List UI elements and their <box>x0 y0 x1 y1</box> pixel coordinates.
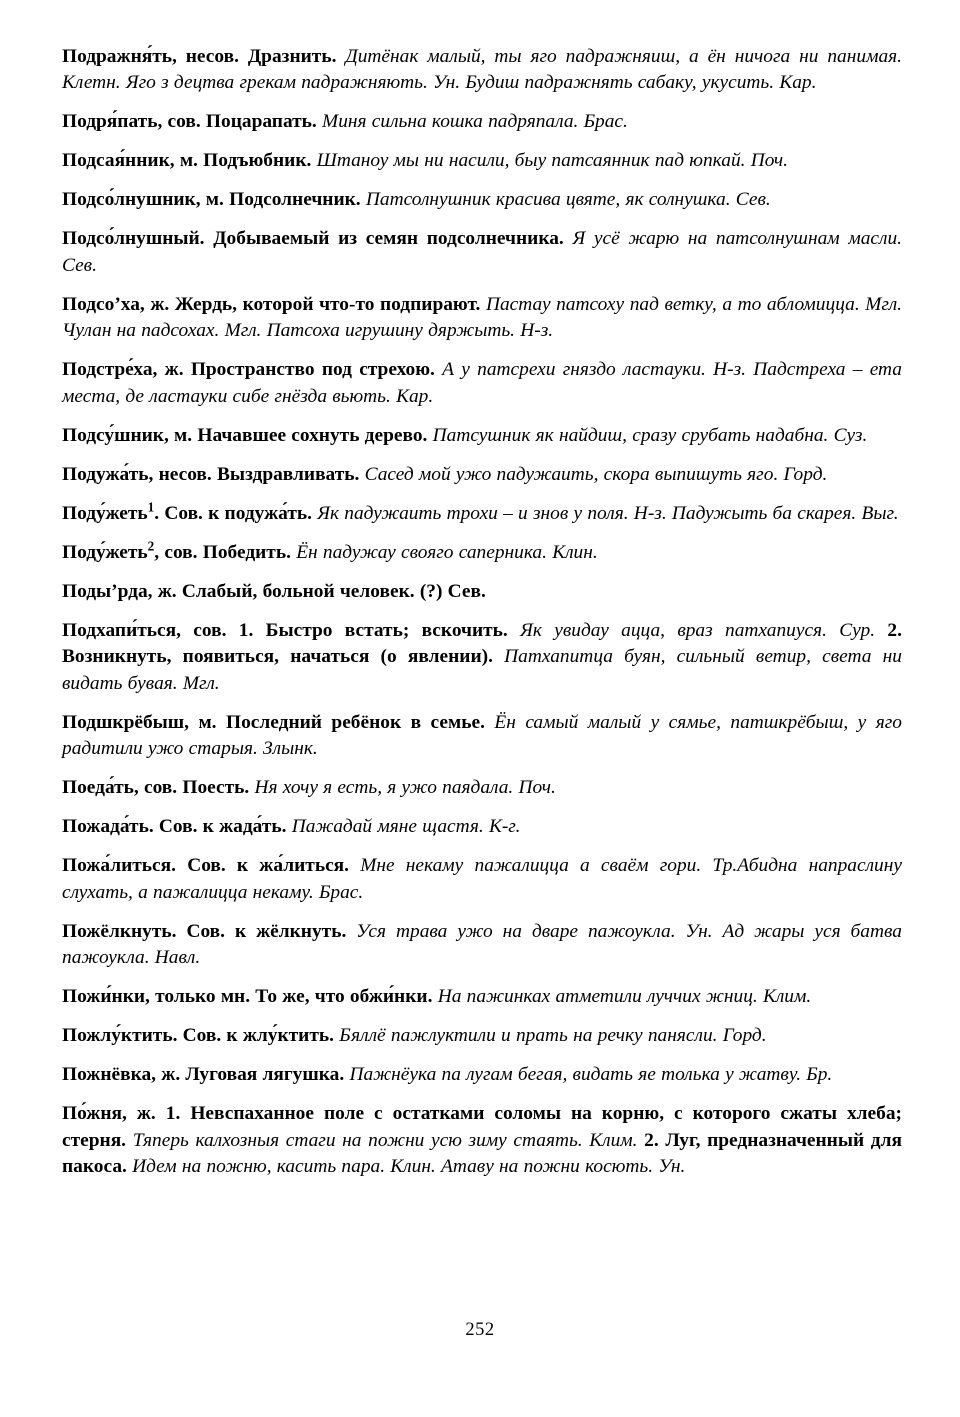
dictionary-entry-pozhelknut <box>62 919 902 972</box>
entry-headword: Пожёлкнуть. Сов. к жёлкнуть. <box>62 920 347 942</box>
entry-headword: Поду́жеть <box>62 541 148 563</box>
entry-gloss-2: Возникнуть, появиться, начаться (о явлении). <box>62 646 493 668</box>
entry-example: Дитёнак малый, ты яго падражняиш, а ён ничога ни панимая. Клетн. Яго з децтва грекам падражняють. Ун. Будиш падражнять сабаку, укусить. Кар. <box>62 46 902 94</box>
dictionary-entry-podsayannik <box>62 148 902 174</box>
entry-example: Патсушник як найдиш, сразу срубать надабна. Суз. <box>432 424 868 446</box>
entry-gloss: Невспаханное поле с остатками соломы на корню, с которого сжаты хлеба; стерня. <box>62 1103 902 1151</box>
dictionary-entry-podsolnushnik <box>62 187 902 213</box>
entry-gloss: Жердь, которой что-то подпирают. <box>174 293 481 315</box>
entry-example-2: Патхапитца буян, сильный ветир, света ни видать бувая. Мгл. <box>62 646 902 694</box>
entry-headword: Пожи́нки, только мн. <box>62 986 251 1008</box>
entry-headword: Подсая́нник, м. <box>62 150 198 172</box>
entry-example: Як падужаить трохи – и знов у поля. Н-з. Падужыть ба скарея. Выг. <box>317 502 899 524</box>
entry-headword: По́жня, ж. <box>62 1103 156 1125</box>
sense-number-1: 1. <box>238 619 254 641</box>
dictionary-entry-podsokha <box>62 292 902 345</box>
dictionary-entry-podsolnushnyy <box>62 226 902 279</box>
dictionary-entry-pozhalitsya <box>62 853 902 906</box>
sense-number-2: 2. <box>887 619 902 641</box>
entry-example: Як увидау ацца, враз патхапиуся. Сур. <box>520 619 876 641</box>
entry-gloss: То же, что обжи́нки. <box>255 986 433 1008</box>
dictionary-entry-podsushnik <box>62 423 902 449</box>
page-number: 252 <box>465 1320 495 1340</box>
dictionary-entry-pozhadat <box>62 814 902 840</box>
entry-example: Сасед мой ужо падужаить, скора выпишуть яго. Горд. <box>364 463 828 485</box>
entry-example: Пажнёука па лугам бегая, видать яе толька у жатву. Бр. <box>349 1064 833 1086</box>
homonym-index: 1 <box>147 499 155 515</box>
entry-example: На пажинках атметили луччих жниц. Клим. <box>437 986 812 1008</box>
entry-headword: Подхапи́ться, сов. <box>62 619 227 641</box>
dictionary-entry-podstrekha <box>62 357 902 410</box>
entry-gloss: Слабый, больной человек. (?) Сев. <box>181 580 486 602</box>
dictionary-entry-pozhnya <box>62 1101 902 1180</box>
sense-number-2: 2. <box>644 1129 659 1151</box>
dictionary-entry-podryapat <box>62 109 902 135</box>
entry-example: Ён падужау свояго саперника. Клин. <box>296 541 598 563</box>
entry-example: Штаноу мы ни насили, быу патсаянник пад юпкай. Поч. <box>316 150 789 172</box>
dictionary-entry-podkhapitsya <box>62 618 902 697</box>
entry-gloss: Последний ребёнок в семье. <box>226 711 485 733</box>
entry-headword: Пожа́литься. Сов. к жа́литься. <box>62 855 350 877</box>
sense-number-1: 1. <box>165 1103 181 1125</box>
entry-example: Уся трава ужо на дваре пажоукла. Ун. Ад жары уся батва пажоукла. Навл. <box>62 920 902 969</box>
entry-headword: Подужа́ть, несов. <box>62 463 212 485</box>
entry-gloss: Пространство под стрехою. <box>190 359 435 381</box>
entry-headword: Подшкрёбыш, м. <box>62 711 217 733</box>
dictionary-entry-podrazhnyat <box>62 44 902 97</box>
dictionary-entry-poedat <box>62 775 902 801</box>
dictionary-entry-poduzhat <box>62 462 902 488</box>
dictionary-entry-pozhluktit <box>62 1023 902 1049</box>
entry-example: Я усё жарю на патсолнушнам масли. Сев. <box>62 228 902 276</box>
entry-headword: Пожнёвка, ж. <box>62 1064 181 1086</box>
entry-gloss: Поцарапать. <box>205 111 317 133</box>
entry-example: Патсолнушник красива цвяте, як солнушка. Сев. <box>365 189 771 211</box>
entry-gloss: Быстро встать; вскочить. <box>265 619 508 641</box>
entry-example: Миня сильна кошка падряпала. Брас. <box>322 111 628 133</box>
entry-example: А у патсрехи гняздо ластауки. Н-з. Падстреха – ета места, де ластауки сибе гнёзда вьють. Кар. <box>62 359 902 407</box>
entry-gloss: Подсолнечник. <box>229 189 361 211</box>
entry-gloss: Поесть. <box>182 777 250 799</box>
entry-headword: Пожада́ть. Сов. к жада́ть. <box>62 816 287 838</box>
entry-example: Тяперь калхозныя стаги на пожни усю зиму стаять. Клим. <box>132 1129 638 1151</box>
dictionary-entry-pozhinki <box>62 984 902 1010</box>
entries-column <box>62 44 902 1180</box>
entry-headword: Подсо’ха, ж. <box>62 293 170 315</box>
dictionary-entry-podyrda <box>62 579 902 605</box>
entry-headword: Подсо́лнушный. <box>62 228 205 250</box>
entry-headword-tail: . Сов. к подужа́ть. <box>154 502 312 524</box>
entry-example: Ён самый малый у сямье, патшкрёбыш, у яго радитили ужо старыя. Злынк. <box>62 711 902 760</box>
entry-headword: Подражня́ть, несов. <box>62 46 239 67</box>
entry-headword: Пожлу́ктить. Сов. к жлу́ктить. <box>62 1025 334 1047</box>
entry-example: Бяллё пажлуктили и прать на речку панясли. Горд. <box>339 1025 767 1047</box>
entry-gloss: Выздравливать. <box>217 463 360 485</box>
entry-gloss: Луговая лягушка. <box>185 1064 345 1086</box>
entry-example: Ня хочу я есть, я ужо паядала. Поч. <box>254 777 556 799</box>
entry-headword: Подстре́ха, ж. <box>62 359 184 381</box>
entry-headword: Поду́жеть <box>62 502 148 524</box>
dictionary-entry-poduzhet-2 <box>62 540 902 566</box>
entry-headword: Поеда́ть, сов. <box>62 777 178 799</box>
entry-example: Мне некаму пажалицца а сваём гори. Тр.Абидна напраслину слухать, а пажалицца некаму. Брас. <box>62 855 902 903</box>
homonym-index: 2 <box>147 538 155 554</box>
entry-gloss: Победить. <box>202 541 291 563</box>
entry-headword: Поды’рда, ж. <box>62 580 177 602</box>
dictionary-entry-podshkrebysh <box>62 710 902 763</box>
dictionary-entry-poduzhet-1 <box>62 501 902 527</box>
entry-gloss: Дразнить. <box>247 46 337 67</box>
entry-headword-tail: , сов. <box>154 541 198 563</box>
entry-example: Пажадай мяне щастя. К-г. <box>291 816 521 838</box>
entry-gloss-2: Луг, предназначенный для пакоса. <box>62 1129 902 1177</box>
entry-example: Пастау патсоху пад ветку, а то абломицца. Мгл. Чулан на падсохах. Мгл. Патсоха игрушину дяржыть. Н-з. <box>62 293 902 342</box>
entry-gloss: Добываемый из семян подсолнечника. <box>213 228 564 250</box>
entry-example-2: Идем на пожню, касить пара. Клин. Атаву на пожни косють. Ун. <box>132 1156 686 1177</box>
entry-headword: Подря́пать, сов. <box>62 111 201 133</box>
entry-headword: Подсу́шник, м. <box>62 424 193 446</box>
entry-gloss: Подъюбник. <box>203 150 312 172</box>
dictionary-entry-pozhnevka <box>62 1062 902 1088</box>
entry-gloss: Начавшее сохнуть дерево. <box>197 424 428 446</box>
entry-headword: Подсо́лнушник, м. <box>62 189 224 211</box>
